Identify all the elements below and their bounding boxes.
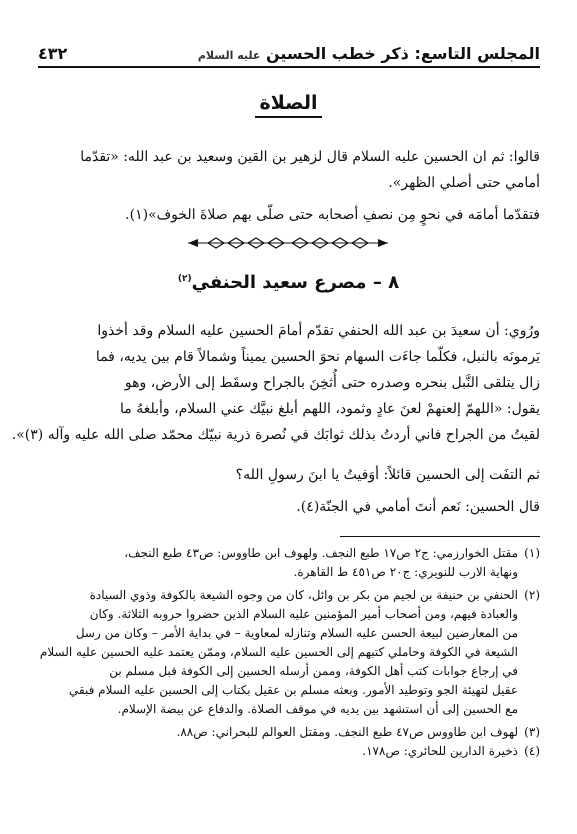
footnote-number: (١) (524, 546, 540, 560)
footnote-number: (٢) (524, 588, 540, 602)
footnote-4 (40, 742, 540, 761)
text-line: يَرمونَه بالنبل، فكلّما جاءَت السهام نحوَ الحسين يميناً وشمالاً قام بين يديه، فما (95, 349, 540, 365)
paragraph-narration (11, 318, 540, 448)
header-title-text: المجلس التاسع: ذكر خطب الحسين (265, 44, 540, 63)
text-line: ثم التفَت إلى الحسين قائلاً: أوَفيتُ يا ابنَ رسولِ الله؟ (235, 467, 540, 483)
footnote-number: (٤) (524, 744, 540, 758)
text-line: ورُوي: أن سعيدَ بن عبد الله الحنفي تقدّم أمامَ الحسين عليه السلام وقد أخذوا (97, 323, 540, 339)
footnote-line: الحنفي بن حنيفة بن لجيم من بكر بن وائل، كان من وجوه الشيعة بالكوفة وذوي السيادة (89, 588, 518, 602)
footnote-number: (٣) (524, 725, 540, 739)
paragraph-dialogue (40, 462, 540, 520)
header-salutation: عليه السلام (197, 49, 261, 62)
footnote-line: مقتل الخوارزمي: ج٢ ص١٧ طبع النجف. ولهوف ابن طاووس: ص٤٣ طبع النجف، (124, 546, 518, 560)
footnote-separator (340, 536, 540, 537)
chapter-title (0, 266, 577, 296)
ornament-divider (188, 236, 388, 250)
text-line: يقول: «اللهمّ إلعنهمْ لعنَ عادٍ وثمود، اللهم أبلغ نبيَّك عني السلام، وأبلغهُ ما (119, 401, 540, 417)
page-number: ٤٣٢ (38, 44, 68, 63)
footnote-line: من المعارضين لبيعة الحسن عليه السلام وتنازله لمعاوية – في بداية الأمر – وكان من رسل (75, 626, 518, 640)
running-header-title (198, 44, 540, 66)
running-header (38, 40, 540, 68)
footnotes (40, 544, 540, 761)
footnote-line: عقيل لتهيئة الجو وتوطيد الأمور. وبعثه مسلم بن عقيل بكتاب إلى الحسين عليه السلام فبقي (68, 683, 518, 697)
footnote-1 (40, 544, 540, 582)
text-line: فتقدّما أمامَه في نحوٍ مِن نصفِ أصحابه حتى صلّى بهم صلاةَ الخوف»(١). (125, 207, 540, 223)
text-line: أمامي حتى أصلي الظهر». (388, 175, 540, 191)
footnote-line: الشيعة في الكوفة وحاملي كتبهم إلى الحسين عليه السلام، وممّن يعتمد عليه الحسين عليه السلام (39, 645, 518, 659)
footnote-3 (40, 723, 540, 742)
text-line: قال الحسين: نَعم أنتَ أمامي في الجنّة(٤). (296, 499, 540, 515)
text-line: لقيتُ من الجراح فاني أردتُ بذلك ثوابَك في نُصرة ذرية نبيّك محمّد صلى الله عليه وآله (٣)». (11, 427, 540, 443)
section-title (0, 91, 577, 115)
chapter-footnote-ref: (٢) (177, 274, 192, 284)
footnote-line: والعبادة فيهم، ومن أصحاب أمير المؤمنين عليه السلام الذين حضروا حروبه الثلاثة. وكان (89, 607, 518, 621)
footnote-line: ذخيرة الدارين للحائري: ص١٧٨. (362, 744, 518, 758)
chapter-title-text: مصرع سعيد الحنفي (191, 272, 367, 293)
footnote-line: ونهاية الارب للنويري: ج٢٠ ص٤٥١ ط القاهرة. (293, 565, 518, 579)
text-line: زال يتلقى النَّبل بنحره وصدره حتى أُثخِنَ بالجراح وسقَط إلى الأرض، وهو (124, 375, 540, 391)
text-line: قالوا: ثم ان الحسين عليه السلام قال لزهير بن القين وسعيد بن عبد الله: «تقدّما (80, 149, 540, 165)
paragraph-prayer (40, 144, 540, 228)
section-title-text: الصلاة (255, 92, 321, 118)
footnote-2 (40, 586, 540, 719)
footnote-line: لهوف ابن طاووس ص٤٧ طبع النجف. ومقتل العوالم للبحراني: ص٨٨. (176, 725, 518, 739)
footnote-line: مع الحسين إلى أن استشهد بين يديه في موقف الصلاة. والدفاع عن بيضة الإسلام. (117, 702, 518, 716)
footnote-line: في إرجاع جوابات كتب أهل الكوفة، وممن أرسله الحسين إلى الكوفة قبل مسلم بن (109, 664, 518, 678)
chapter-number: ٨ – (372, 272, 400, 293)
